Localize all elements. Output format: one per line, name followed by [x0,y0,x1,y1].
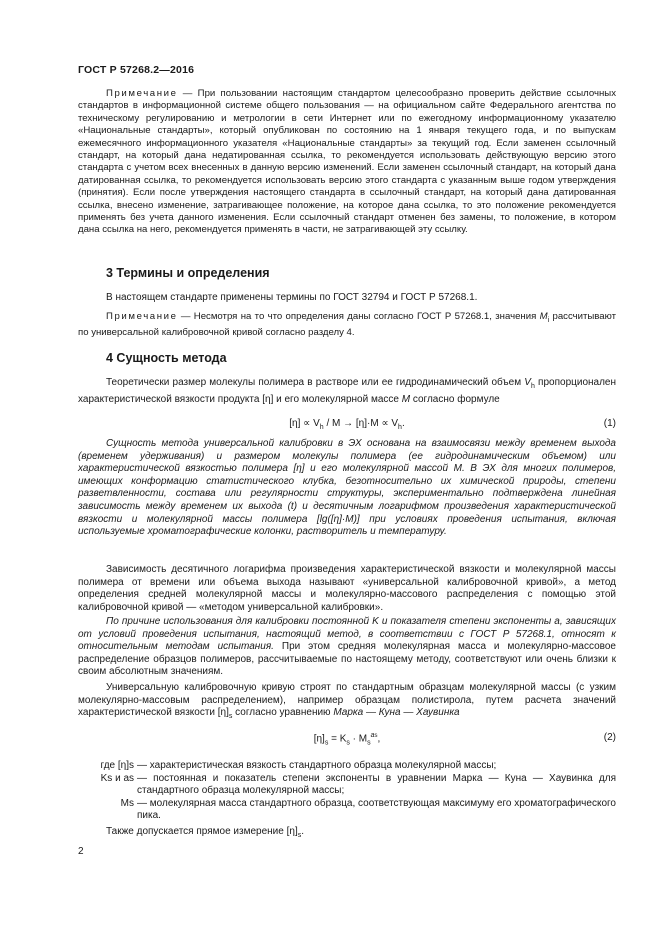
section-3-para: В настоящем стандарте применены термины по ГОСТ 32794 и ГОСТ Р 57268.1. [106,292,478,303]
definition-term: Ks и as [100,772,134,784]
document-page: ГОСТ Р 57268.2—2016 Примечание — При пользовании настоящим стандартом целесообразно проверить действие ссылочных стандартов в информационной системе общего пользования — на официальном сайте Федерального агентства по техническому регулированию и метрологии в сети Интернет или по ежегодному информационному указателю «Национальные стандарты», который опубликован по состоянию на 1 января текущего года, и по выпускам ежемесячного информационного указателя «Национальные стандарты» за текущий год. Если заменен ссылочный стандарт, на который дана недатированная ссылка, то рекомендуется использовать действующую версию этого стандарта с учетом всех внесенных в данную версию изменений. Если заменен ссылочный стандарт, на который дана датированная ссылка, то рекомендуется использовать версию этого стандарта с указанным выше годом утверждения (принятия). Если после утверждения настоящего стандарта в ссылочный стандарт, на который дана датированная ссылка, внесено изменение, затрагивающее положение, на которое дана ссылка, то это положение рекомендуется применять без учета данного изменения. Если ссылочный стандарт отменен без замены, то положение, в котором дана ссылка на него, рекомендуется применять в части, не затрагивающей эту ссылку. 3 Термины и определения В настоящем стандарте применены термины по ГОСТ 32794 и ГОСТ Р 57268.1. Примечание — Несмотря на то что определения даны согласно ГОСТ Р 57268.1, значения $M_i$ рассчитывают по универсальной калибровочной кривой согласно разделу 4. 4 Сущность метода Теоретически размер молекулы полимера в растворе или ее гидродинамический объем $V_h$ пропорционален характеристической вязкости продукта [η] и его молекулярной массе M согласно формуле $[\eta] \propto V_h / M \to [\eta]\cdot M \propto V_h$. (1) Сущность метода универсальной калибровки в ЭХ основана на взаимосвязи между временем выхода (временем удерживания) и размером молекулы полимера (ее гидродинамическим объемом) или характеристической вязкостью полимера [η] и его молекулярной массой M. В ЭХ для многих полимеров, имеющих конформацию статистического клубка, безотносительно их химической природы, степени разветвленности, состава или регулярности структуры, экспериментально подтверждена линейная зависимость между временем их выхода (t) и десятичным логарифмом произведения характеристической вязкости и молекулярной массы полимера [lg([η]·M)] при условиях проведения испытания, включая используемые хроматографические колонки, растворитель и температуру. Зависимость десятичного логарифма произведения характеристической вязкости и молекулярной массы полимера от времени или объема выхода называют «универсальной калибровочной кривой», а метод определения средней молекулярной массы и молекулярно-массового распределения с помощью этой калибровочной кривой — «методом универсальной калибровки». По причине использования для калибровки постоянной K и показателя степени экспоненты a, зависящих от условий проведения испытания, настоящий метод, в соответствии с ГОСТ Р 57268.1, относят к относительным методам испытания. При этом средняя молекулярная масса и молекулярно-массовое распределение образцов полимеров, рассчитываемые по настоящему методу, соответствуют или очень близки к своим абсолютным значениям. Универсальную калибровочную кривую строят по стандартным образцам молекулярной массы (с узким молекулярно-массовым распределением), например образцам полистирола, путем расчета значений характеристической вязкости $[\eta]_s$ согласно уравнению Марка — Куна — Хаувинка $[\eta]_s = K_s \cdot M_s^{as}$, (2) где [η]s — характеристическая вязкость стандартного образца молекулярной массы; Ks и as — постоянная и показатель степени экспоненты в уравнении Марка — Куна — Хаувинка для стандартного образца молекулярной массы; Ms — молекулярная масса стандартного образца, соответствующая максимуму его хроматографического пика. Также допускается прямое измерение $[\eta]_s$. 2 [78,64,617,857]
definition-row [78,773,616,798]
note-label: Примечание [106,88,178,99]
page-number: 2 [78,846,84,857]
definition-desc: — постоянная и показатель степени экспоненты в уравнении Марка — Куна — Хаувинка для стандартного образца молекулярной массы; [137,772,616,797]
definitions-list [78,760,616,823]
section-4-para-4: По причине использования для калибровки постоянной K и показателя степени экспоненты a, зависящих от условий проведения испытания, настоящий метод, в соответствии с ГОСТ Р 57268.1, относят к относительным методам испытания. При этом средняя молекулярная масса и молекулярно-массовое распределение образцов полимеров, рассчитываемые по настоящему методу, соответствуют или очень близки к своим абсолютным значениям. [78,616,616,678]
definition-desc: — молекулярная масса стандартного образца, соответствующая максимуму его хроматографического пика. [137,797,616,822]
definition-term: где [η]s [100,760,134,771]
section-4-para-3: Зависимость десятичного логарифма произведения характеристической вязкости и молекулярной массы полимера от времени или объема выхода называют «универсальной калибровочной кривой», а метод определения средней молекулярной массы и молекулярно-массового распределения с помощью этой калибровочной кривой — «методом универсальной калибровки». [78,564,616,613]
document-header: ГОСТ Р 57268.2—2016 [78,64,195,76]
section-4-para-5: Универсальную калибровочную кривую строят по стандартным образцам молекулярной массы (с узким молекулярно-массовым распределением), например образцам полистирола, путем расчета значений характеристической вязкости $[\eta]_s$ согласно уравнению Марка — Куна — Хаувинка [78,682,616,721]
definition-row [78,798,616,823]
note-text: — При пользовании настоящим стандартом целесообразно проверить действие ссылочных стандартов в информационной системе общего пользования — на официальном сайте Федерального агентства по техническому регулированию и метрологии в сети Интернет или по ежегодному информационному указателю «Национальные стандарты», который опубликован по состоянию на 1 января текущего года, и по выпускам ежемесячного информационного указателя «Национальные стандарты» за текущий год. Если заменен ссылочный стандарт, на который дана недатированная ссылка, то рекомендуется использовать действующую версию этого стандарта с учетом всех внесенных в данную версию изменений. Если заменен ссылочный стандарт, на который дана датированная ссылка, то рекомендуется использовать версию этого стандарта с указанным выше годом утверждения (принятия). Если после утверждения настоящего стандарта в ссылочный стандарт, на который дана датированная ссылка, внесено изменение, затрагивающее положение, на которое дана ссылка, то это положение рекомендуется применять без учета данного изменения. Если ссылочный стандарт отменен без замены, то положение, в котором дана ссылка на него, рекомендуется применять в части, не затрагивающей эту ссылку. [78,88,616,236]
section-4-para-2: Сущность метода универсальной калибровки в ЭХ основана на взаимосвязи между временем выхода (временем удерживания) и размером молекулы полимера (ее гидродинамическим объемом) или характеристической вязкостью полимера [η] и его молекулярной массой M. В ЭХ для многих полимеров, имеющих конформацию статистического клубка, безотносительно их химической природы, степени разветвленности, состава или регулярности структуры, экспериментально подтверждена линейная зависимость между временем их выхода (t) и десятичным логарифмом произведения характеристической вязкости и молекулярной массы полимера [lg([η]·M)] при условиях проведения испытания, включая используемые хроматографические колонки, растворитель и температуру. [78,438,616,538]
section-4-title: 4 Сущность метода [106,351,227,365]
definition-desc: — характеристическая вязкость стандартного образца молекулярной массы; [137,760,497,771]
formula-1-number: (1) [603,418,616,429]
definition-row [78,760,616,773]
definition-term: Ms [120,797,134,809]
note-label: Примечание [106,311,178,322]
section-4-last-line: Также допускается прямое измерение $[\eta]_s$. [106,826,305,839]
section-3-title: 3 Термины и определения [106,266,270,280]
formula-2-number: (2) [603,732,616,743]
section-4-para-1: Теоретически размер молекулы полимера в растворе или ее гидродинамический объем $V_h$ пропорционален характеристической вязкости продукта [η] и его молекулярной массе M согласно формуле [78,377,617,405]
reference-note [78,88,616,237]
section-3-note: Примечание — Несмотря на то что определения даны согласно ГОСТ Р 57268.1, значения $M_i$ рассчитывают по универсальной калибровочной кривой согласно разделу 4. [78,311,616,339]
